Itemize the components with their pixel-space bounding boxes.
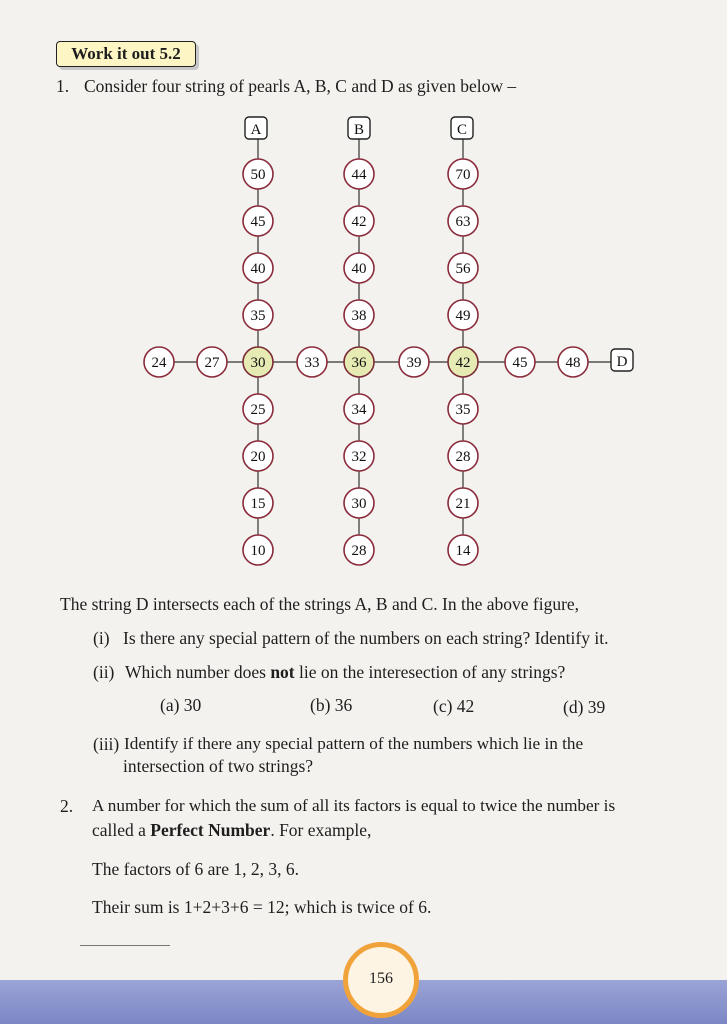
svg-text:45: 45	[512, 355, 528, 371]
section-badge: Work it out 5.2	[56, 41, 196, 67]
pearl-d-8	[505, 347, 535, 377]
string-label-b	[348, 117, 370, 139]
svg-text:42: 42	[351, 214, 367, 230]
perfect-number-term: Perfect Number	[150, 820, 271, 840]
pearl-b-4	[344, 300, 374, 330]
question-1-number: 1.	[56, 76, 70, 96]
pearl-b-1	[344, 159, 374, 189]
svg-text:50: 50	[250, 167, 266, 183]
svg-text:C: C	[456, 122, 468, 138]
pearl-d-6	[399, 347, 429, 377]
item-ii-text-post: lie on the interesection of any strings?	[294, 662, 566, 682]
string-label-c	[451, 117, 473, 139]
question-2-line-2	[92, 820, 371, 841]
pearl-b-3	[344, 253, 374, 283]
string-c	[448, 159, 478, 565]
svg-text:36: 36	[351, 355, 367, 371]
svg-text:30: 30	[250, 355, 266, 371]
svg-text:D: D	[616, 354, 628, 370]
pearl-d-4	[297, 347, 327, 377]
pearl-c-4	[448, 300, 478, 330]
question-1-text: Consider four string of pearls A, B, C and D as given below –	[84, 76, 517, 96]
svg-text:32: 32	[351, 449, 367, 465]
svg-text:35: 35	[250, 308, 266, 324]
pearl-d-2	[197, 347, 227, 377]
svg-text:70: 70	[455, 167, 471, 183]
pearl-c-7	[448, 441, 478, 471]
pearl-b-intersection	[344, 347, 374, 377]
pearl-c-2	[448, 206, 478, 236]
page-number: 156	[343, 942, 419, 1018]
svg-text:40: 40	[351, 261, 367, 277]
svg-text:44: 44	[351, 167, 367, 183]
svg-text:30: 30	[351, 496, 367, 512]
svg-text:63: 63	[455, 214, 471, 230]
pearl-b-8	[344, 488, 374, 518]
pearl-c-9	[448, 535, 478, 565]
svg-text:35: 35	[455, 402, 471, 418]
option-a: (a) 30	[160, 695, 202, 715]
string-label-a	[245, 117, 267, 139]
pearl-a-intersection	[243, 347, 273, 377]
footer-rule	[80, 945, 170, 946]
pearl-a-9	[243, 535, 273, 565]
item-i-number: (i)	[93, 628, 110, 648]
svg-text:28: 28	[455, 449, 471, 465]
connector-lines	[160, 138, 612, 540]
svg-text:33: 33	[304, 355, 320, 371]
item-ii-bold: not	[270, 662, 295, 682]
svg-text:48: 48	[565, 355, 581, 371]
svg-text:24: 24	[151, 355, 167, 371]
svg-text:38: 38	[351, 308, 367, 324]
item-iii-line-2: intersection of two strings?	[123, 756, 314, 776]
svg-text:49: 49	[455, 308, 471, 324]
svg-text:14: 14	[455, 543, 471, 559]
pearl-a-3	[243, 253, 273, 283]
svg-text:56: 56	[455, 261, 471, 277]
pearl-a-8	[243, 488, 273, 518]
pearl-a-7	[243, 441, 273, 471]
question-2-line-3: The factors of 6 are 1, 2, 3, 6.	[92, 859, 300, 879]
svg-text:45: 45	[250, 214, 266, 230]
svg-text:20: 20	[250, 449, 266, 465]
pearl-b-2	[344, 206, 374, 236]
pearl-c-6	[448, 394, 478, 424]
item-ii-text-pre: Which number does	[125, 662, 271, 682]
pearl-a-6	[243, 394, 273, 424]
svg-text:21: 21	[455, 496, 471, 512]
item-i-text: Is there any special pattern of the numbers on each string? Identify it.	[123, 628, 609, 648]
svg-text:42: 42	[455, 355, 471, 371]
item-iii-number: (iii)	[93, 734, 120, 754]
question-2-line-1: A number for which the sum of all its factors is equal to twice the number is	[92, 796, 616, 815]
pearl-a-1	[243, 159, 273, 189]
pearl-d-9	[558, 347, 588, 377]
question-2-number: 2.	[60, 796, 74, 816]
svg-text:27: 27	[204, 355, 220, 371]
pearl-c-3	[448, 253, 478, 283]
option-c: (c) 42	[433, 696, 475, 716]
question-2-line-4: Their sum is 1+2+3+6 = 12; which is twice of 6.	[92, 897, 432, 917]
intro-text: The string D intersects each of the strings A, B and C. In the above figure,	[60, 594, 580, 614]
svg-text:40: 40	[250, 261, 266, 277]
question-2-line-2-post: . For example,	[270, 820, 372, 840]
svg-text:28: 28	[351, 543, 367, 559]
item-ii-text	[125, 662, 565, 683]
item-iii-line-1: Identify if there any special pattern of the numbers which lie in the	[124, 734, 584, 753]
svg-text:A: A	[250, 122, 262, 138]
svg-text:39: 39	[406, 355, 422, 371]
string-b	[344, 159, 374, 565]
string-label-d	[611, 349, 633, 371]
string-a	[243, 159, 273, 565]
pearl-a-2	[243, 206, 273, 236]
pearl-c-intersection	[448, 347, 478, 377]
svg-text:25: 25	[250, 402, 266, 418]
option-b: (b) 36	[310, 695, 353, 715]
pearl-a-4	[243, 300, 273, 330]
pearl-b-7	[344, 441, 374, 471]
svg-text:10: 10	[250, 543, 266, 559]
pearl-d-1	[144, 347, 174, 377]
item-ii-number: (ii)	[93, 662, 115, 682]
pearl-b-6	[344, 394, 374, 424]
pearl-c-1	[448, 159, 478, 189]
question-2-line-2-pre: called a	[92, 820, 151, 840]
pearl-b-9	[344, 535, 374, 565]
svg-text:B: B	[353, 122, 365, 138]
option-d: (d) 39	[563, 697, 606, 717]
svg-text:15: 15	[250, 496, 266, 512]
pearl-c-8	[448, 488, 478, 518]
svg-text:34: 34	[351, 402, 367, 418]
